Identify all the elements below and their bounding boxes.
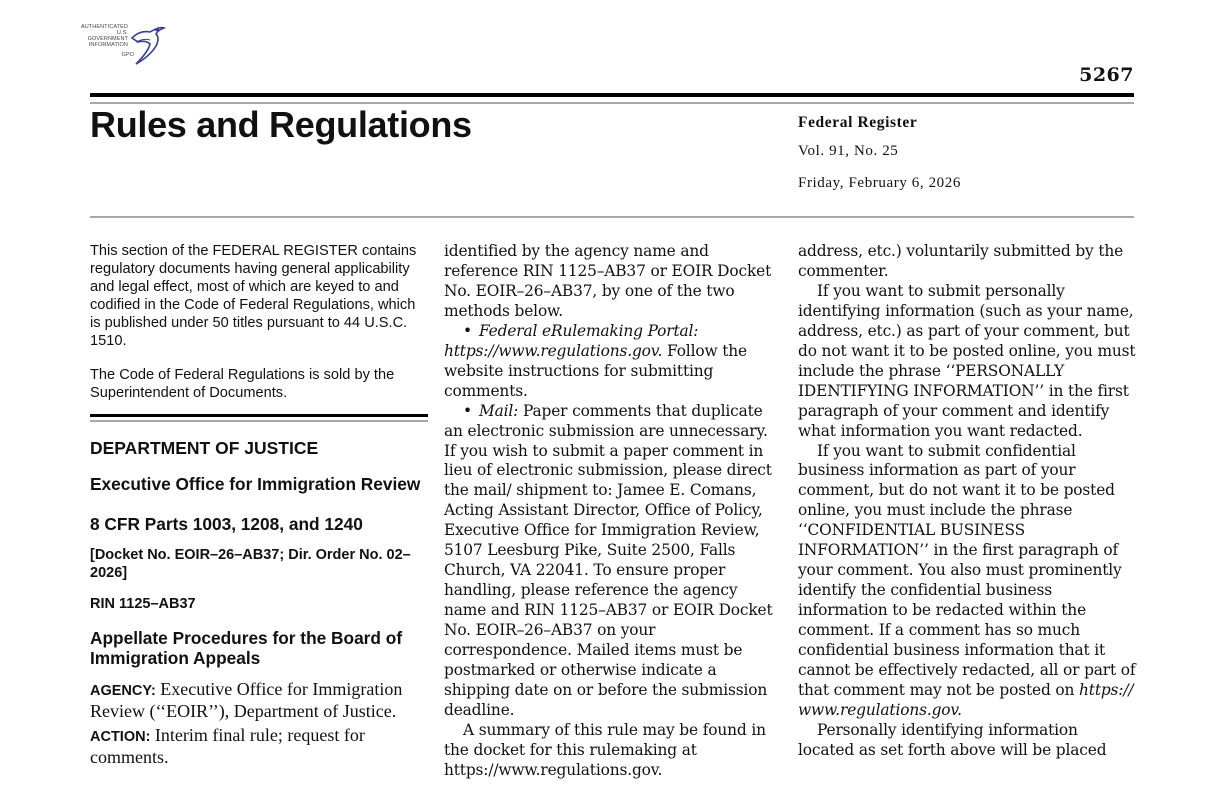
paragraph: identified by the agency name and reference RIN 1125–AB37 or EOIR Docket No. EOIR–26–AB37, by one of the two methods below. (444, 242, 772, 320)
column-1 (90, 242, 428, 767)
paragraph-cbi (798, 442, 1136, 721)
bullet-icon: • (463, 401, 472, 420)
section-title: Rules and Regulations (90, 104, 472, 145)
column-3 (798, 242, 1136, 761)
header-rule-thick (90, 93, 1134, 97)
volume-number: Vol. 91, No. 25 (798, 143, 899, 159)
sub-agency-heading: Executive Office for Immigration Review (90, 474, 421, 494)
action-text: Interim final rule; request for comments. (90, 725, 365, 767)
gpo-authenticated-logo (80, 24, 168, 66)
paragraph-placement: Personally identifying information located as set forth above will be placed (798, 720, 1107, 759)
regulations-link[interactable]: https:// www.regulations.gov. (798, 680, 1134, 719)
paragraph-pii: If you want to submit personally identifying information (such as your name, address, etc.) as part of your comment, but do not want it to be posted online, you must include the phrase ‘‘PERSONALLY IDENTIFYING INFORMATION’’ in the first paragraph of your comment and identify what information you want redacted. (798, 281, 1136, 440)
agency-field (90, 679, 428, 721)
rin-number: RIN 1125–AB37 (90, 596, 196, 612)
paragraph: address, etc.) voluntarily submitted by the commenter. (798, 242, 1124, 280)
action-label: ACTION: (90, 729, 151, 745)
cfr-parts-heading: 8 CFR Parts 1003, 1208, and 1240 (90, 514, 363, 534)
section-notice: This section of the FEDERAL REGISTER contains regulatory documents having general applicability and legal effect, most of which are keyed to and codified in the Code of Federal Regulations, which is published under 50 titles pursuant to 44 U.S.C. 1510. (90, 243, 417, 349)
logo-line: INFORMATION (88, 42, 128, 48)
agency-text: Executive Office for Immigration Review (‘‘EOIR’’), Department of Justice. (90, 679, 403, 721)
notice-divider (90, 414, 428, 422)
bullet-mail (444, 402, 782, 721)
action-field (90, 725, 428, 767)
docket-number: [Docket No. EOIR–26–AB37; Dir. Order No. 02–2026] (90, 547, 411, 581)
bullet-text: Follow the website instructions for submitting comments. (444, 341, 747, 400)
column-2 (444, 242, 782, 781)
header-bottom-rule (90, 216, 1134, 218)
page-number: 5267 (1079, 64, 1134, 86)
department-heading: DEPARTMENT OF JUSTICE (90, 438, 319, 458)
logo-gpo: GPO (121, 52, 134, 58)
agency-label: AGENCY: (90, 683, 156, 699)
publication-date: Friday, February 6, 2026 (798, 175, 961, 191)
logo-text (80, 24, 134, 58)
mail-label: Mail: (479, 401, 519, 420)
publication-info (798, 114, 961, 192)
rule-title: Appellate Procedures for the Board of Immigration Appeals (90, 628, 403, 668)
logo-line: U.S. GOVERNMENT (87, 30, 128, 42)
eagle-icon (130, 24, 166, 66)
portal-link[interactable]: Federal eRulemaking Portal: https://www.regulations.gov. (444, 321, 699, 360)
bullet-eRulemaking (444, 322, 782, 402)
bullet-icon: • (463, 321, 472, 340)
paragraph-text: If you want to submit confidential business information as part of your comment, but do not want it to be posted online, you must include the phrase ‘‘CONFIDENTIAL BUSINESS INFORMATION’’ in the first paragraph of your comment. You also must prominently identify the confidential business information to be redacted within the comment. If a comment has so much confidential business information that it cannot be effectively redacted, all or part of that comment may not be posted on (798, 441, 1136, 699)
paragraph-summary: A summary of this rule may be found in the docket for this rulemaking at https://www.regulations.gov. (444, 720, 766, 779)
bullet-text: Paper comments that duplicate an electronic submission are unnecessary. If you wish to submit a paper comment in lieu of electronic submission, please direct the mail/ shipment to: Jamee E. Comans, Acting Assistant Director, Office of Policy, Executive Office for Immigration Review, 5107 Leesburg Pike, Suite 2500, Falls Church, VA 22041. To ensure proper handling, please reference the agency name and RIN 1125–AB37 or EOIR Docket No. EOIR–26–AB37 on your correspondence. Mailed items must be postmarked or otherwise indicate a shipping date on or before the submission deadline. (444, 401, 773, 719)
logo-line: AUTHENTICATED (80, 24, 128, 30)
publication-name: Federal Register (798, 114, 918, 131)
section-notice-cfr: The Code of Federal Regulations is sold by the Superintendent of Documents. (90, 367, 395, 401)
